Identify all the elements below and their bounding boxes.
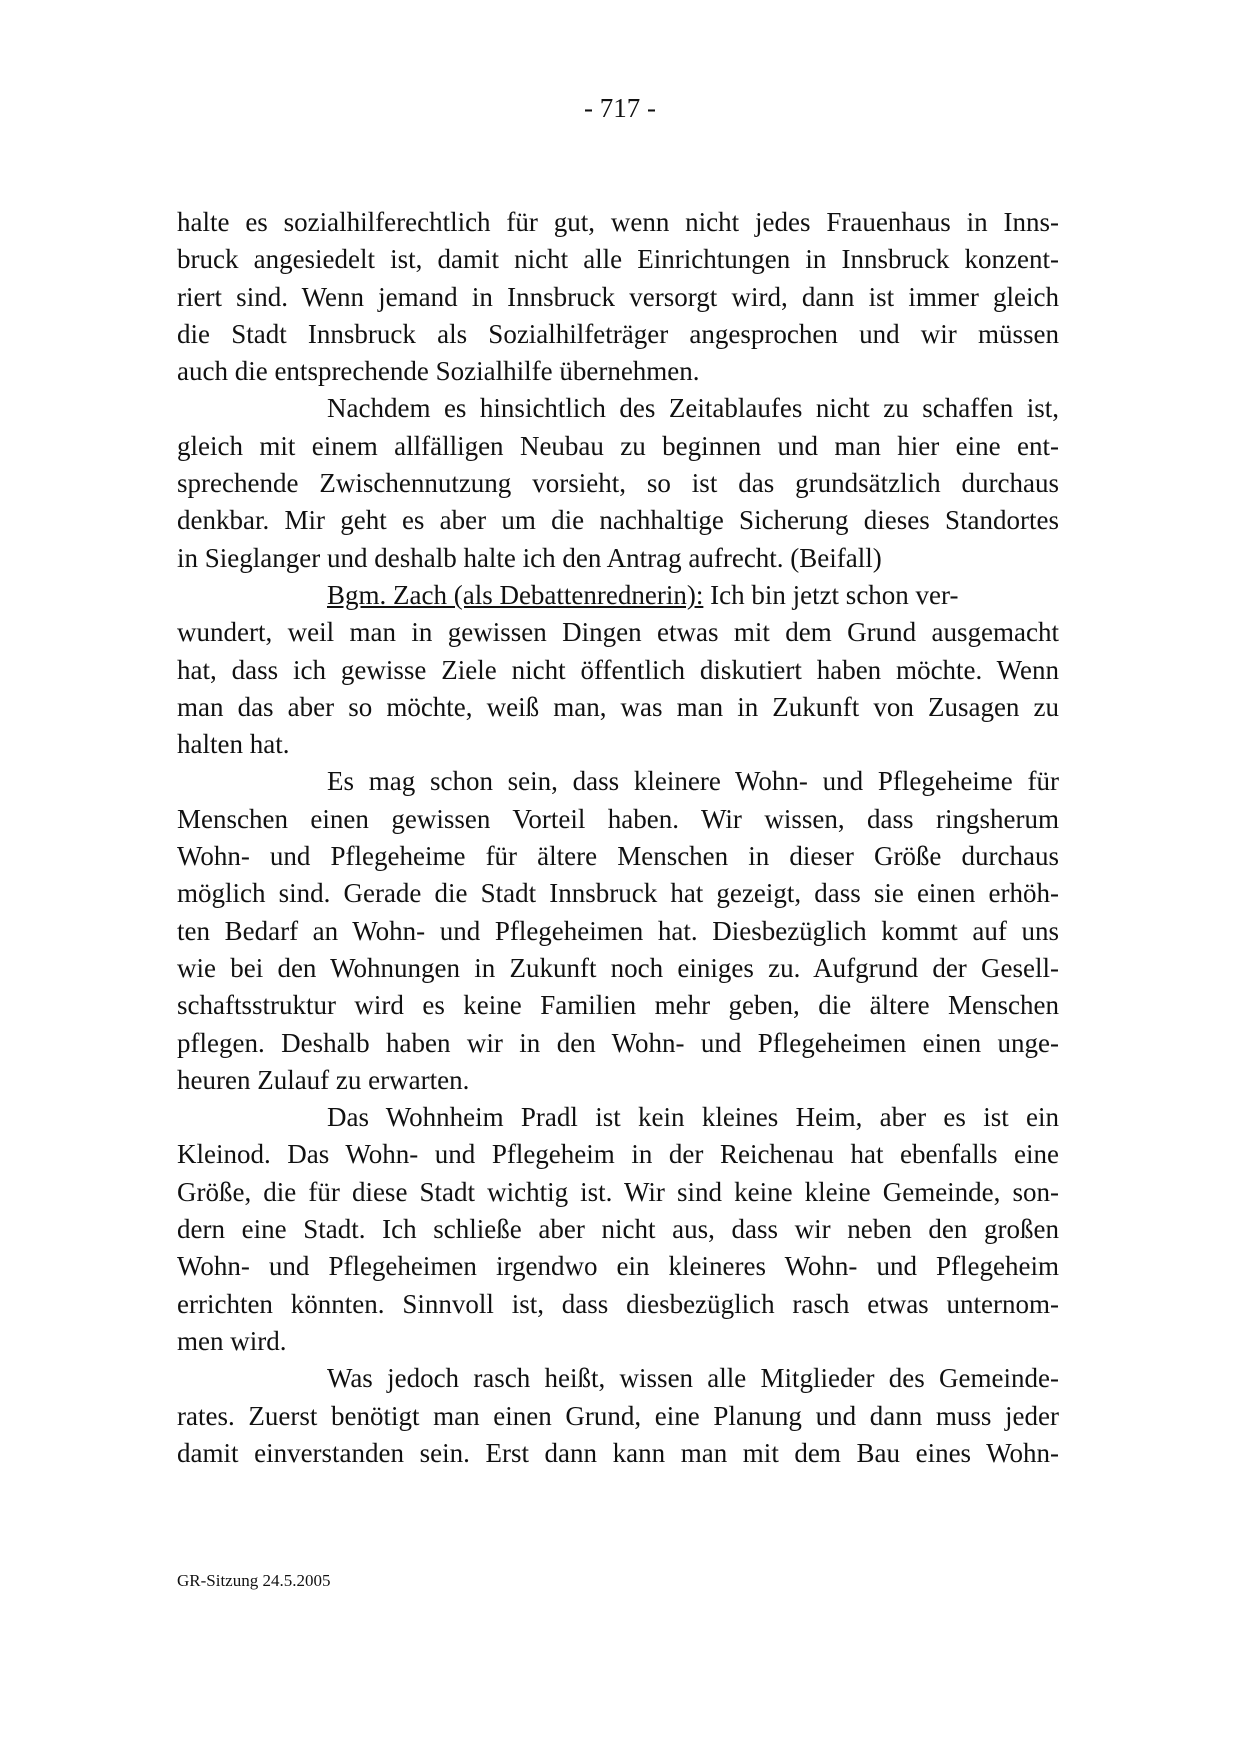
text-line: Größe, die für diese Stadt wichtig ist. Wir sind keine kleine Gemeinde, son-: [177, 1176, 1059, 1207]
text-line: errichten könnten. Sinnvoll ist, dass diesbezüglich rasch etwas unternom-: [177, 1288, 1059, 1319]
speaker-name: Bgm. Zach (als Debattenrednerin):: [327, 579, 704, 610]
text-line: damit einverstanden sein. Erst dann kann man mit dem Bau eines Wohn-: [177, 1437, 1059, 1468]
text-line: wundert, weil man in gewissen Dingen etwas mit dem Grund ausgemacht: [177, 617, 1059, 648]
text-line: Es mag schon sein, dass kleinere Wohn- und Pflegeheime für: [327, 766, 1059, 797]
page-number: - 717 -: [584, 93, 656, 123]
text-line: sprechende Zwischennutzung vorsieht, so ist das grundsätzlich durchaus: [177, 468, 1059, 499]
text-line: dern eine Stadt. Ich schließe aber nicht aus, dass wir neben den großen: [177, 1214, 1059, 1245]
text-line: Was jedoch rasch heißt, wissen alle Mitglieder des Gemeinde-: [327, 1363, 1059, 1394]
text-line: bruck angesiedelt ist, damit nicht alle Einrichtungen in Innsbruck konzent-: [177, 244, 1059, 275]
text-line: Menschen einen gewissen Vorteil haben. Wir wissen, dass ringsherum: [177, 803, 1059, 834]
text-line: schaftsstruktur wird es keine Familien mehr geben, die ältere Menschen: [177, 990, 1059, 1021]
text-line: rates. Zuerst benötigt man einen Grund, eine Planung und dann muss jeder: [177, 1400, 1059, 1431]
text-line: ten Bedarf an Wohn- und Pflegeheimen hat. Diesbezüglich kommt auf uns: [177, 915, 1059, 946]
text-line: heuren Zulauf zu erwarten.: [177, 1064, 470, 1095]
text-line: auch die entsprechende Sozialhilfe übernehmen.: [177, 356, 700, 387]
text-line: halten hat.: [177, 729, 290, 760]
text-line: möglich sind. Gerade die Stadt Innsbruck hat gezeigt, dass sie einen erhöh-: [177, 878, 1059, 909]
text-line: pflegen. Deshalb haben wir in den Wohn- und Pflegeheimen einen unge-: [177, 1027, 1059, 1058]
text-line: die Stadt Innsbruck als Sozialhilfeträger angesprochen und wir müssen: [177, 318, 1059, 349]
text-line: Wohn- und Pflegeheimen irgendwo ein kleineres Wohn- und Pflegeheim: [177, 1251, 1059, 1282]
text-line: halte es sozialhilferechtlich für gut, wenn nicht jedes Frauenhaus in Inns-: [177, 207, 1059, 237]
text-line: gleich mit einem allfälligen Neubau zu beginnen und man hier eine ent-: [177, 430, 1059, 461]
text-line: in Sieglanger und deshalb halte ich den Antrag aufrecht. (Beifall): [177, 542, 882, 573]
text-line: man das aber so möchte, weiß man, was man in Zukunft von Zusagen zu: [177, 691, 1059, 722]
text-line: men wird.: [177, 1325, 287, 1356]
speaker-text: Ich bin jetzt schon ver-: [710, 579, 959, 610]
text-line: Kleinod. Das Wohn- und Pflegeheim in der Reichenau hat ebenfalls eine: [177, 1139, 1059, 1170]
text-line: Das Wohnheim Pradl ist kein kleines Heim, aber es ist ein: [327, 1102, 1059, 1133]
speaker-line: [177, 577, 1059, 614]
document-body: [177, 204, 1059, 1472]
text-line: Wohn- und Pflegeheime für ältere Menschen in dieser Größe durchaus: [177, 841, 1059, 872]
footer-session-date: GR-Sitzung 24.5.2005: [177, 1571, 331, 1590]
text-line: riert sind. Wenn jemand in Innsbruck versorgt wird, dann ist immer gleich: [177, 281, 1059, 312]
text-line: denkbar. Mir geht es aber um die nachhaltige Sicherung dieses Standortes: [177, 505, 1059, 536]
text-line: Nachdem es hinsichtlich des Zeitablaufes nicht zu schaffen ist,: [327, 393, 1059, 424]
text-line: wie bei den Wohnungen in Zukunft noch einiges zu. Aufgrund der Gesell-: [177, 952, 1059, 983]
text-line: hat, dass ich gewisse Ziele nicht öffentlich diskutiert haben möchte. Wenn: [177, 654, 1059, 685]
